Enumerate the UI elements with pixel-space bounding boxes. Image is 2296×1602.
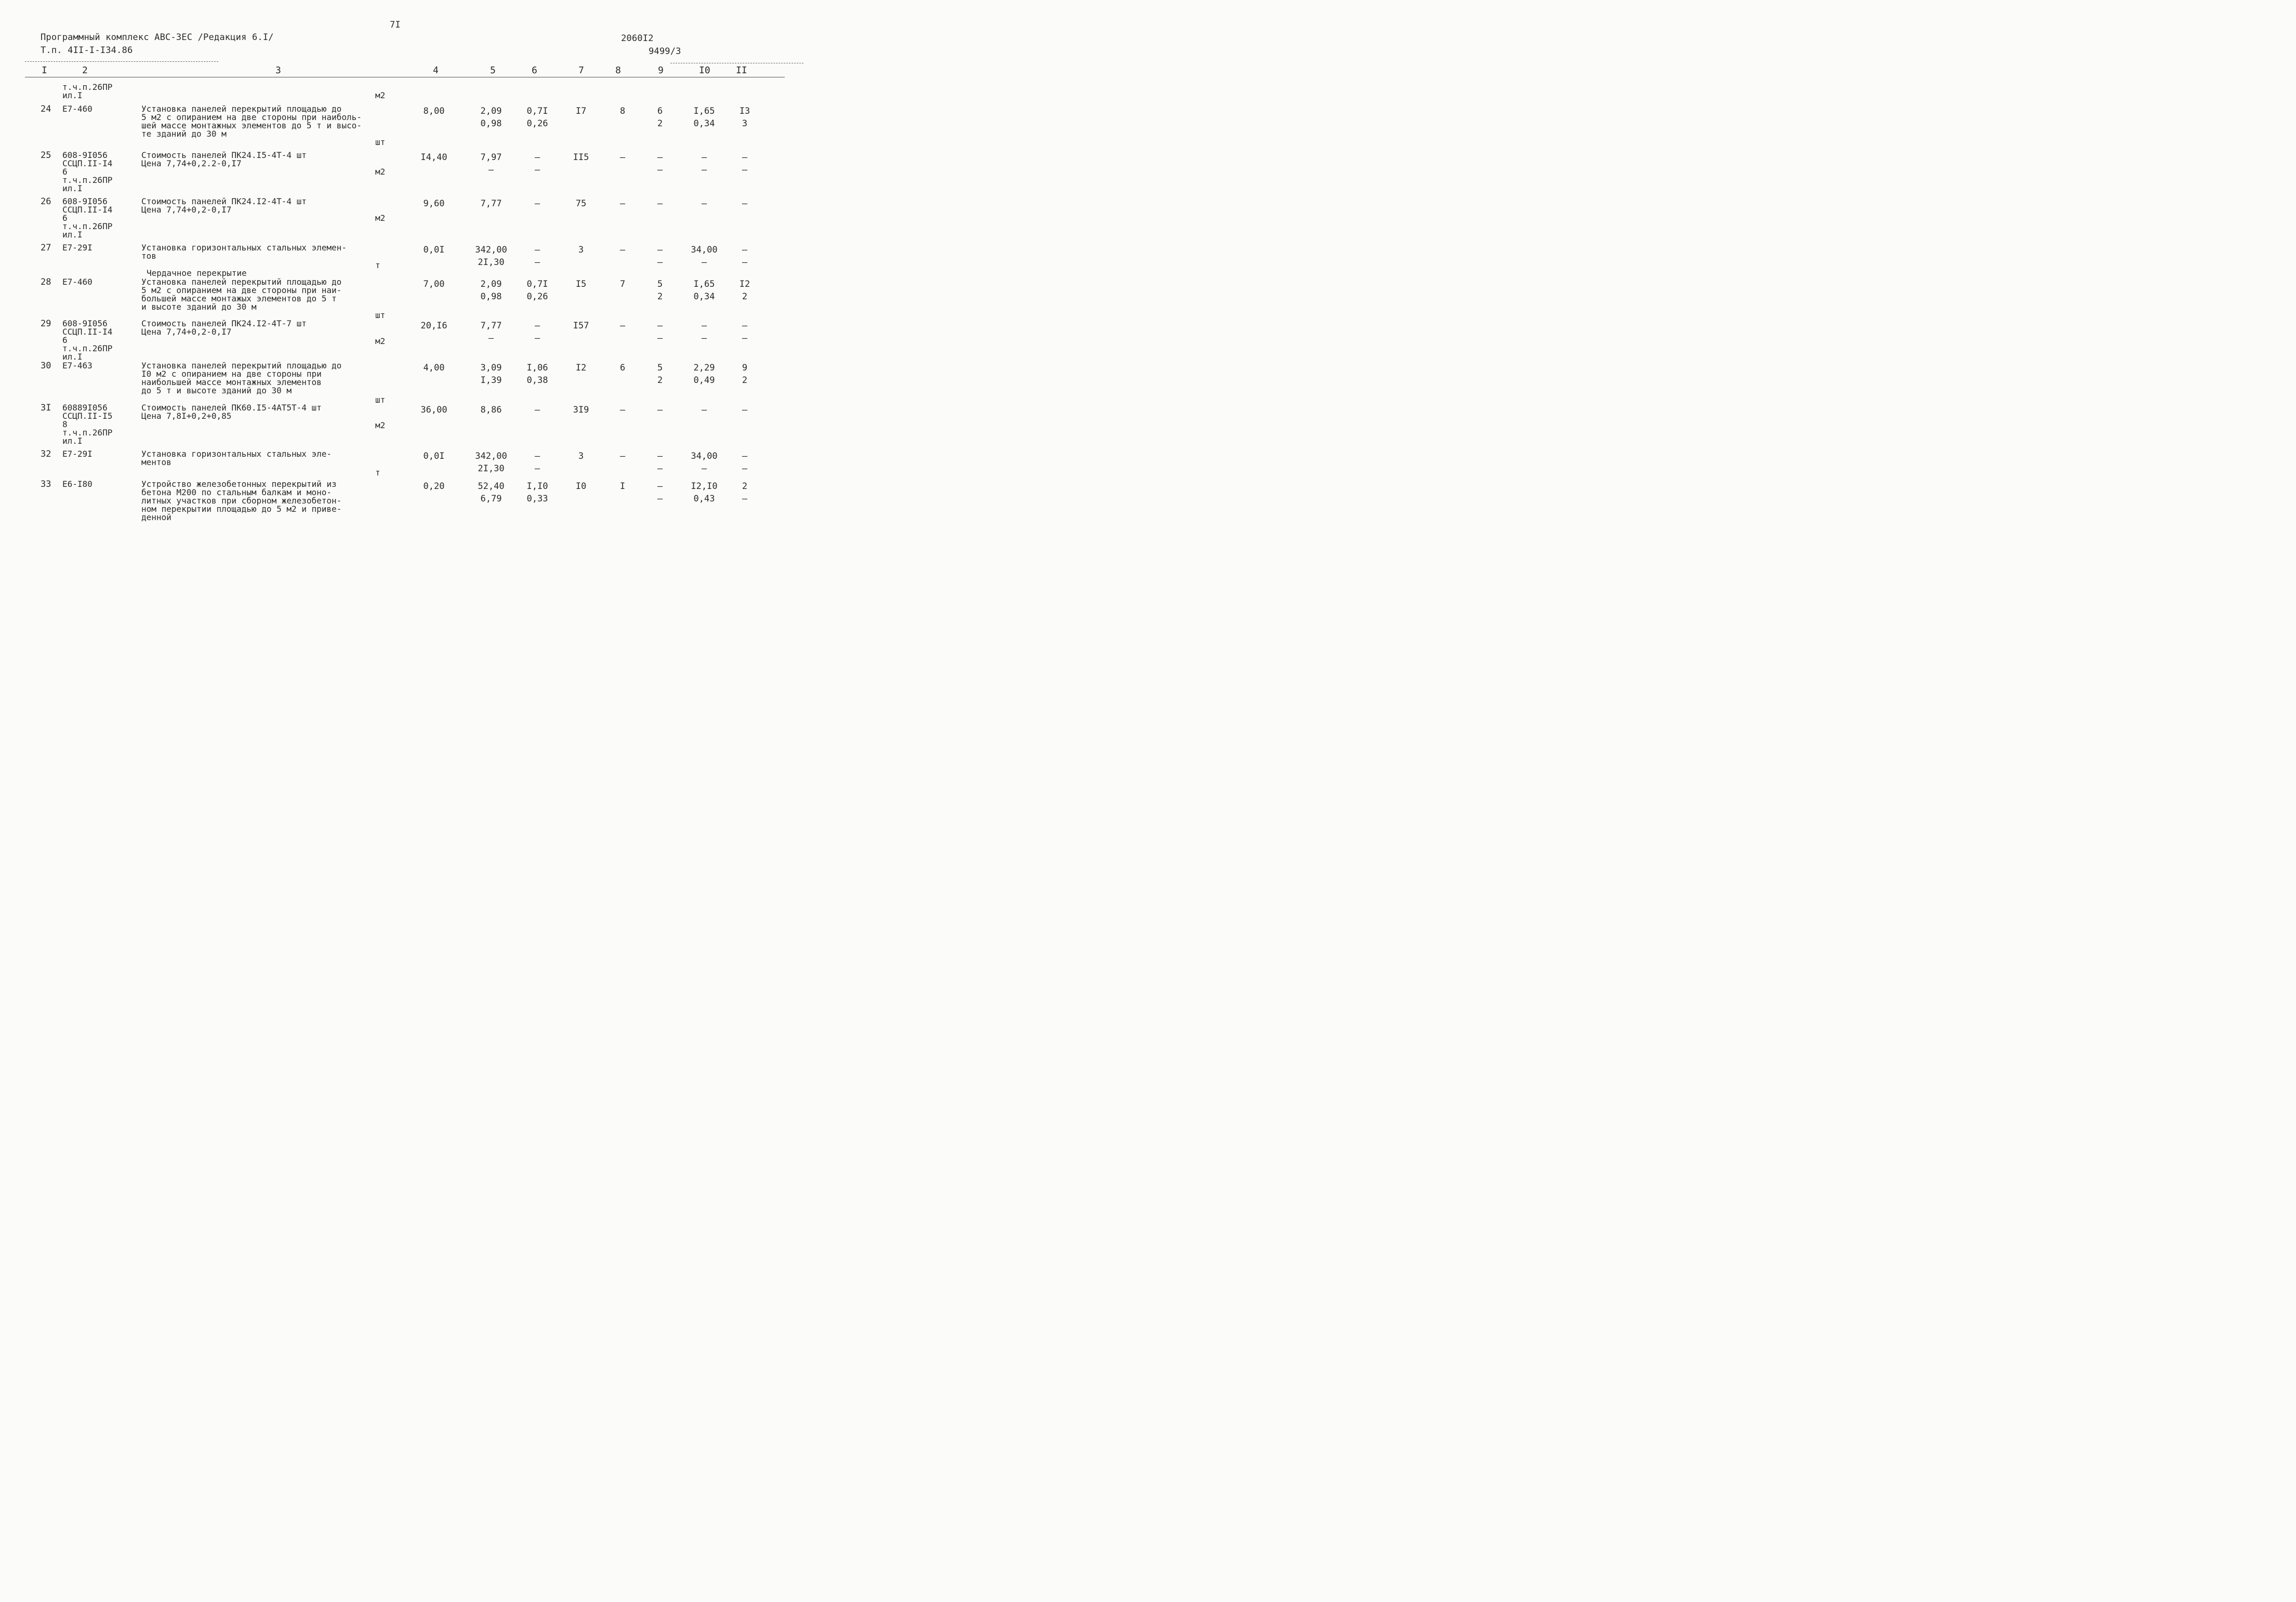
row-description: Установка горизонтальных стальных эле- ментов bbox=[141, 449, 332, 467]
row-col5: 3,09 I,39 bbox=[480, 363, 502, 386]
row-col11: – bbox=[742, 405, 748, 415]
row-col6: I,06 0,38 bbox=[526, 363, 548, 386]
row-col5: 2,09 0,98 bbox=[480, 279, 502, 302]
row-col9: 5 2 bbox=[657, 279, 663, 302]
row-col4: 0,0I bbox=[423, 245, 445, 255]
row-col8: 6 bbox=[619, 363, 626, 373]
row-number: 30 bbox=[41, 361, 51, 371]
row-col9: – – bbox=[657, 321, 663, 343]
row-col7: I5 bbox=[575, 279, 587, 289]
row-col7: 3I9 bbox=[573, 405, 589, 415]
col-head-7: 7 bbox=[578, 65, 584, 76]
row-col6: – – bbox=[534, 451, 540, 474]
row-col6: 0,7I 0,26 bbox=[526, 279, 548, 302]
row-description: Устройство железобетонных перекрытий из бетона М200 по стальным балкам и моно- литных участков при сборном железобетон- ном перекрытии площадью до 5 м2 и приве- денной bbox=[141, 479, 342, 522]
row-unit: шт bbox=[375, 137, 386, 147]
row-col7: II5 bbox=[573, 152, 589, 163]
row-unit: м2 bbox=[375, 167, 386, 177]
row-col10: I2,I0 0,43 bbox=[691, 481, 718, 504]
row-col4: 0,20 bbox=[423, 481, 445, 492]
row-col7: I0 bbox=[575, 481, 587, 492]
row-number: 32 bbox=[41, 449, 51, 459]
row-col6: – – bbox=[534, 321, 540, 343]
col-head-9: 9 bbox=[658, 65, 664, 76]
row-col5: 342,00 2I,30 bbox=[475, 245, 507, 268]
row-description: Установка панелей перекрытий площадью до 5 м2 с опиранием на две стороны при наи- большей массе монтажых элементов до 5 т и высоте зданий до 30 м bbox=[141, 277, 342, 312]
row-col6: – bbox=[534, 405, 540, 415]
row-col10: I,65 0,34 bbox=[693, 106, 715, 129]
section-heading: Чердачное перекрытие bbox=[147, 268, 247, 278]
row-col8: – bbox=[619, 198, 626, 209]
row-col7: 3 bbox=[578, 451, 584, 461]
row-col11: – bbox=[742, 198, 748, 209]
col-head-2: 2 bbox=[82, 65, 88, 76]
row-col10: 2,29 0,49 bbox=[693, 363, 715, 386]
row-col10: – bbox=[701, 405, 707, 415]
row-number: 29 bbox=[41, 319, 51, 329]
row-code: Е6-I80 bbox=[62, 479, 93, 489]
row-unit: т bbox=[375, 260, 380, 270]
row-description: Стоимость панелей ПК24.I2-4Т-7 шт Цена 7,74+0,2-0,I7 bbox=[141, 319, 307, 337]
row-col7: I2 bbox=[575, 363, 587, 373]
row-col5: 7,97 – bbox=[480, 152, 502, 175]
row-col10: I,65 0,34 bbox=[693, 279, 715, 302]
row-col4: 8,00 bbox=[423, 106, 445, 116]
row-number: 25 bbox=[41, 150, 51, 161]
row-col10: – – bbox=[701, 152, 707, 175]
row-col10: 34,00 – bbox=[691, 245, 718, 268]
row-description: Установка горизонтальных стальных элемен- тов bbox=[141, 243, 347, 261]
row-number: 26 bbox=[41, 196, 51, 207]
row-col5: 8,86 bbox=[480, 405, 502, 415]
row-col9: – – bbox=[657, 152, 663, 175]
row-col10: – bbox=[701, 198, 707, 209]
col-head-8: 8 bbox=[615, 65, 621, 76]
row-number: 33 bbox=[41, 479, 51, 489]
header-doc-number: 9499/3 bbox=[649, 46, 681, 57]
row-col9: 6 2 bbox=[657, 106, 663, 129]
col-head-4: 4 bbox=[433, 65, 439, 76]
row-col9: – – bbox=[657, 451, 663, 474]
row-code: 608-9I056 ССЦП.II-I4 6 т.ч.п.26ПР ил.I bbox=[62, 150, 113, 193]
page-number: 7I bbox=[390, 20, 401, 30]
row-col8: – bbox=[619, 451, 626, 461]
row-col11: 2 – bbox=[742, 481, 748, 504]
row-code: Е7-29I bbox=[62, 243, 93, 253]
row-col4: 9,60 bbox=[423, 198, 445, 209]
row-col9: – – bbox=[657, 481, 663, 504]
col-head-3: 3 bbox=[275, 65, 281, 76]
row-col9: – – bbox=[657, 245, 663, 268]
row-col4: 7,00 bbox=[423, 279, 445, 289]
row-col6: I,I0 0,33 bbox=[526, 481, 548, 504]
row-col9: – bbox=[657, 405, 663, 415]
row-col9: – bbox=[657, 198, 663, 209]
row-description: Установка панелей перекрытий площадью до 5 м2 с опиранием на две стороны при наиболь- шей массе монтажных элементов до 5 т и высо- те зданий до 30 м bbox=[141, 104, 362, 139]
row-col11: 9 2 bbox=[742, 363, 748, 386]
row-col4: 4,00 bbox=[423, 363, 445, 373]
row-description: Стоимость панелей ПК24.I5-4Т-4 шт Цена 7,74+0,2.2-0,I7 bbox=[141, 150, 307, 168]
row-col4: 36,00 bbox=[420, 405, 447, 415]
header-program: Программный комплекс АВС-3ЕС /Редакция 6.I/ bbox=[41, 32, 274, 43]
col-head-1: I bbox=[42, 65, 47, 76]
row-number: 28 bbox=[41, 277, 51, 287]
row-description: Установка панелей перекрытий площадью до I0 м2 с опиранием на две стороны при наибольшей массе монтажных элементов до 5 т и высоте зданий до 30 м bbox=[141, 361, 342, 395]
row-col10: 34,00 – bbox=[691, 451, 718, 474]
row-code: Е7-29I bbox=[62, 449, 93, 459]
row-code: 60889I056 ССЦП.II-I5 8 т.ч.п.26ПР ил.I bbox=[62, 403, 113, 446]
row-col4: 0,0I bbox=[423, 451, 445, 461]
row-col5: 2,09 0,98 bbox=[480, 106, 502, 129]
row-number: 24 bbox=[41, 104, 51, 114]
row-col7: 3 bbox=[578, 245, 584, 255]
col-head-5: 5 bbox=[490, 65, 496, 76]
row-col8: – bbox=[619, 245, 626, 255]
row-col9: 5 2 bbox=[657, 363, 663, 386]
header-rule-left bbox=[25, 61, 218, 62]
row-description: Стоимость панелей ПК60.I5-4АТ5Т-4 шт Цена 7,8I+0,2+0,85 bbox=[141, 403, 322, 421]
row-col6: 0,7I 0,26 bbox=[526, 106, 548, 129]
row-col4: I4,40 bbox=[420, 152, 447, 163]
row-number: 27 bbox=[41, 243, 51, 253]
row-col5: 342,00 2I,30 bbox=[475, 451, 507, 474]
row-col5: 7,77 bbox=[480, 198, 502, 209]
row-col7: 75 bbox=[575, 198, 587, 209]
row-col7: I7 bbox=[575, 106, 587, 116]
carry-over-unit: м2 bbox=[375, 90, 386, 100]
row-col6: – – bbox=[534, 152, 540, 175]
row-col7: I57 bbox=[573, 321, 589, 331]
row-code: 608-9I056 ССЦП.II-I4 6 т.ч.п.26ПР ил.I bbox=[62, 319, 113, 362]
row-col8: 8 bbox=[619, 106, 626, 116]
row-col8: – bbox=[619, 321, 626, 331]
row-code: Е7-460 bbox=[62, 277, 93, 287]
carry-over-code: т.ч.п.26ПР ил.I bbox=[62, 82, 113, 100]
row-col8: I bbox=[619, 481, 626, 492]
header-code: 2060I2 bbox=[621, 33, 654, 44]
row-col4: 20,I6 bbox=[420, 321, 447, 331]
row-col5: 52,40 6,79 bbox=[478, 481, 505, 504]
row-col8: 7 bbox=[619, 279, 626, 289]
row-code: Е7-463 bbox=[62, 361, 93, 370]
row-col6: – – bbox=[534, 245, 540, 268]
row-col11: I3 3 bbox=[739, 106, 750, 129]
row-col8: – bbox=[619, 152, 626, 163]
col-head-10: I0 bbox=[699, 65, 710, 76]
row-col11: – – bbox=[742, 152, 748, 175]
row-unit: шт bbox=[375, 310, 386, 320]
row-number: 3I bbox=[41, 403, 51, 413]
row-col6: – bbox=[534, 198, 540, 209]
row-col11: – – bbox=[742, 245, 748, 268]
row-col11: – – bbox=[742, 321, 748, 343]
row-description: Стоимость панелей ПК24.I2-4Т-4 шт Цена 7,74+0,2-0,I7 bbox=[141, 196, 307, 215]
row-col10: – – bbox=[701, 321, 707, 343]
row-col5: 7,77 – bbox=[480, 321, 502, 343]
document-page bbox=[0, 0, 809, 564]
row-code: Е7-460 bbox=[62, 104, 93, 114]
col-head-11: II bbox=[736, 65, 747, 76]
row-unit: шт bbox=[375, 395, 386, 405]
row-code: 608-9I056 ССЦП.II-I4 6 т.ч.п.26ПР ил.I bbox=[62, 196, 113, 240]
row-unit: т bbox=[375, 468, 380, 478]
row-unit: м2 bbox=[375, 336, 386, 346]
col-head-6: 6 bbox=[532, 65, 537, 76]
row-col8: – bbox=[619, 405, 626, 415]
row-col11: I2 2 bbox=[739, 279, 750, 302]
header-project: Т.п. 4II-I-I34.86 bbox=[41, 45, 133, 56]
row-unit: м2 bbox=[375, 213, 386, 223]
row-col11: – – bbox=[742, 451, 748, 474]
row-unit: м2 bbox=[375, 420, 386, 430]
